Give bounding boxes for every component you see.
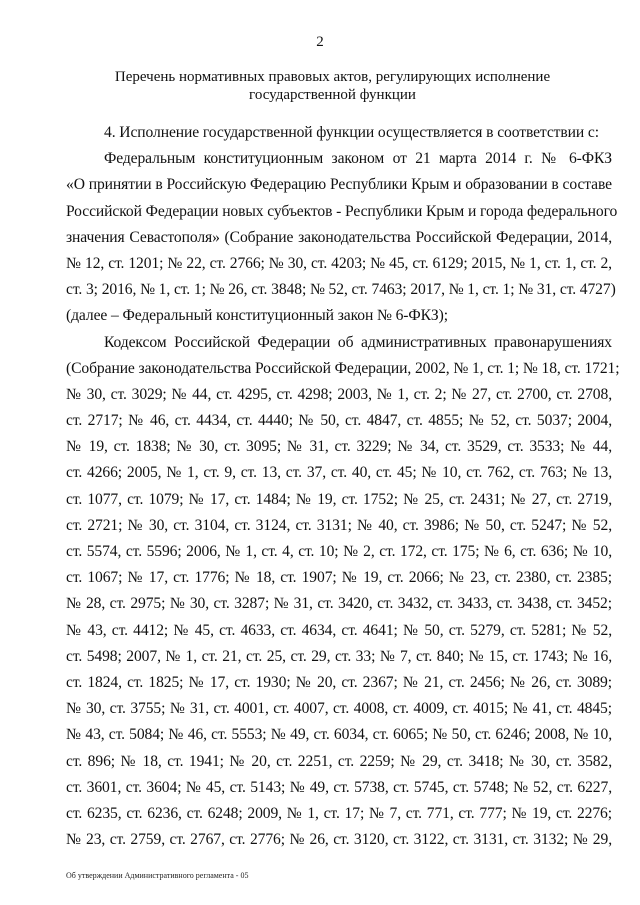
text-line: Кодексом Российской Федерации об административных правонарушениях (104, 333, 612, 351)
text-line: № 43, ст. 4412; № 45, ст. 4633, ст. 4634, ст. 4641; № 50, ст. 5279, ст. 5281; № 52, (66, 621, 612, 639)
text-line: «О принятии в Российскую Федерацию Республики Крым и образовании в составе (66, 176, 612, 194)
text-line: № 43, ст. 5084; № 46, ст. 5553; № 49, ст. 6034, ст. 6065; № 50, ст. 6246; 2008, № 10, (66, 726, 612, 744)
text-line: ст. 5498; 2007, № 1, ст. 21, ст. 25, ст. 29, ст. 33; № 7, ст. 840; № 15, ст. 1743; № 16, (66, 647, 612, 665)
text-line: ст. 4266; 2005, № 1, ст. 9, ст. 13, ст. 37, ст. 40, ст. 45; № 10, ст. 762, ст. 763; № 13, (66, 464, 612, 482)
heading-line-1: Перечень нормативных правовых актов, регулирующих исполнение (114, 69, 551, 85)
text-line: Федеральным конституционным законом от 21 марта 2014 г. № 6-ФКЗ (104, 150, 612, 168)
heading-line-2: государственной функции (249, 87, 416, 103)
text-line: ст. 5574, ст. 5596; 2006, № 1, ст. 4, ст. 10; № 2, ст. 172, ст. 175; № 6, ст. 636; № 10, (66, 543, 612, 560)
text-line: № 30, ст. 3755; № 31, ст. 4001, ст. 4007, ст. 4008, ст. 4009, ст. 4015; № 41, ст. 4845; (66, 700, 612, 718)
text-line: Российской Федерации новых субъектов - Республики Крым и города федерального (66, 202, 618, 220)
text-line: № 19, ст. 1838; № 30, ст. 3095; № 31, ст. 3229; № 34, ст. 3529, ст. 3533; № 44, (66, 438, 612, 456)
text-line: (Собрание законодательства Российской Федерации, 2002, № 1, ст. 1; № 18, ст. 1721; (66, 359, 620, 377)
text-line: значения Севастополя» (Собрание законодательства Российской Федерации, 2014, (66, 228, 612, 246)
text-line: № 30, ст. 3029; № 44, ст. 4295, ст. 4298; 2003, № 1, ст. 2; № 27, ст. 2700, ст. 2708, (66, 385, 612, 403)
section-heading (100, 68, 565, 104)
text-line: ст. 1077, ст. 1079; № 17, ст. 1484; № 19, ст. 1752; № 25, ст. 2431; № 27, ст. 2719, (66, 490, 612, 508)
text-line: ст. 1824, ст. 1825; № 17, ст. 1930; № 20, ст. 2367; № 21, ст. 2456; № 26, ст. 3089; (66, 673, 612, 691)
text-line: ст. 1067; № 17, ст. 1776; № 18, ст. 1907; № 19, ст. 2066; № 23, ст. 2380, ст. 2385; (66, 569, 612, 587)
text-line: ст. 896; № 18, ст. 1941; № 20, ст. 2251, ст. 2259; № 29, ст. 3418; № 30, ст. 3582, (66, 752, 612, 770)
koap-paragraph (66, 330, 620, 854)
text-line: ст. 2721; № 30, ст. 3104, ст. 3124, ст. 3131; № 40, ст. 3986; № 50, ст. 5247; № 52, (66, 516, 612, 534)
text-line: № 12, ст. 1201; № 22, ст. 2766; № 30, ст. 4203; № 45, ст. 6129; 2015, № 1, ст. 1, ст. 2, (66, 254, 612, 272)
page-number: 2 (316, 34, 324, 50)
document-body (66, 120, 620, 853)
text-line: ст. 3601, ст. 3604; № 45, ст. 5143; № 49, ст. 5738, ст. 5745, ст. 5748; № 52, ст. 6227, (66, 778, 612, 796)
text-line: № 23, ст. 2759, ст. 2767, ст. 2776; № 26, ст. 3120, ст. 3122, ст. 3131, ст. 3132; № 29, (66, 831, 612, 849)
text-line: (далее – Федеральный конституционный закон № 6-ФКЗ); (66, 307, 448, 325)
text-line: ст. 3; 2016, № 1, ст. 1; № 26, ст. 3848; № 52, ст. 7463; 2017, № 1, ст. 1; № 31, ст. 4727) (66, 281, 616, 299)
text-line: № 28, ст. 2975; № 30, ст. 3287; № 31, ст. 3420, ст. 3432, ст. 3433, ст. 3438, ст. 3452; (66, 595, 612, 613)
paragraph-4: 4. Исполнение государственной функции осуществляется в соответствии с: (104, 124, 599, 141)
text-line: ст. 6235, ст. 6236, ст. 6248; 2009, № 1, ст. 17; № 7, ст. 771, ст. 777; № 19, ст. 2276; (66, 804, 612, 822)
page-footer: Об утверждении Административного регламента - 05 (66, 871, 249, 880)
law-6-fkz-paragraph (66, 146, 618, 329)
text-line: ст. 2717; № 46, ст. 4434, ст. 4440; № 50, ст. 4847, ст. 4855; № 52, ст. 5037; 2004, (66, 412, 612, 430)
